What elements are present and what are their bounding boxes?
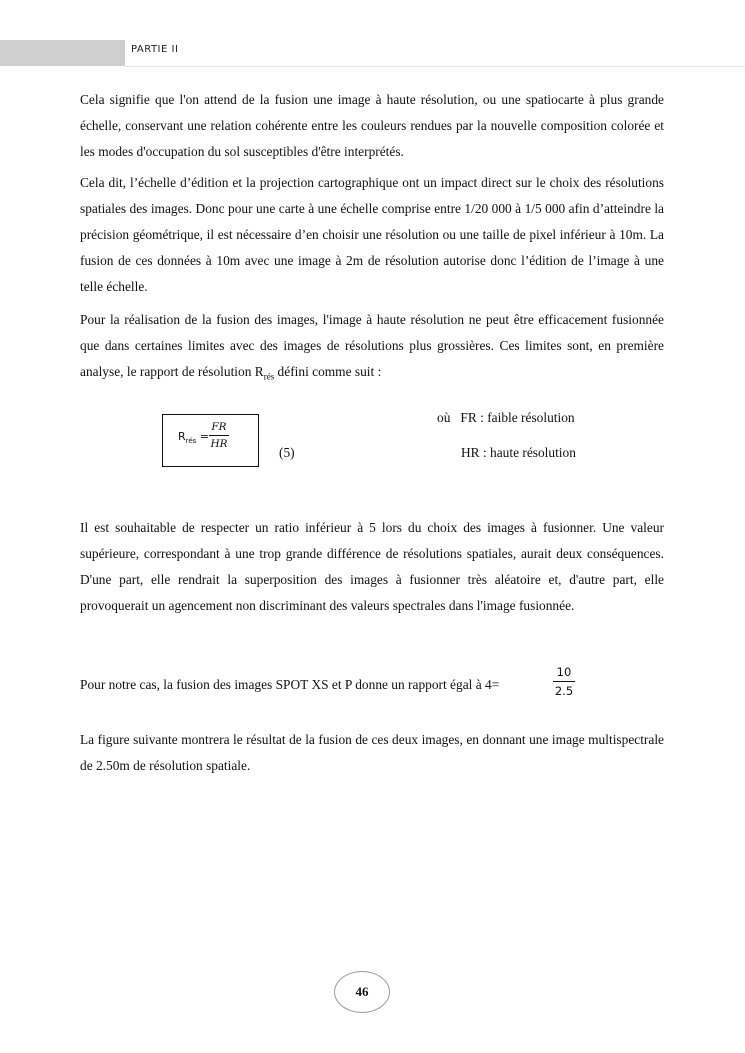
paragraph-3 <box>80 307 664 390</box>
page-number: 46 <box>334 971 390 1013</box>
formula-subscript: rés <box>185 437 197 446</box>
paragraph-5: La figure suivante montrera le résultat de la fusion de ces deux images, en donnant une image multispectrale de 2.50m de résolution spatiale. <box>80 732 664 773</box>
formula-denominator: HR <box>210 438 228 450</box>
header-divider <box>125 66 745 67</box>
header-bar <box>0 40 125 66</box>
formula-numerator: FR <box>211 421 227 433</box>
formula-r: R <box>178 430 186 443</box>
legend-fr: où FR : faible résolution <box>437 410 575 425</box>
formula-equals: = <box>196 430 210 443</box>
ratio-fraction-bar <box>553 681 575 682</box>
resolution-subscript: rés <box>263 371 275 382</box>
formula-lhs <box>178 430 209 445</box>
paragraph-4: Il est souhaitable de respecter un ratio inférieur à 5 lors du choix des images à fusionner. Une valeur supérieure, correspondant à une trop grande différence de résolutions spatiales, aurait deux conséquences. D'une part, elle rendrait la superposition des images à fusionner très aléatoire et, d'autre part, elle provoquerait un agencement non discriminant des valeurs spectrales dans l'image fusionnée. <box>80 520 664 613</box>
ratio-fraction <box>553 664 575 699</box>
section-title: PARTIE II <box>131 44 179 55</box>
ratio-denominator: 2.5 <box>554 684 574 698</box>
ratio-sentence: Pour notre cas, la fusion des images SPOT XS et P donne un rapport égal à 4= <box>80 677 500 692</box>
formula-box <box>162 414 259 467</box>
legend-hr: HR : haute résolution <box>461 445 576 460</box>
paragraph-1: Cela signifie que l'on attend de la fusion une image à haute résolution, ou une spatiocarte à plus grande échelle, conservant une relation cohérente entre les couleurs rendues par la nouvelle composition colorée et les modes d'occupation du sol susceptibles d'être interprétés. <box>80 92 664 159</box>
formula-fraction <box>209 420 229 451</box>
fraction-bar <box>209 435 229 436</box>
paragraph-3-tail: défini comme suit : <box>274 364 382 379</box>
ratio-numerator: 10 <box>556 665 572 679</box>
equation-number: (5) <box>279 445 295 460</box>
paragraph-2: Cela dit, l’échelle d’édition et la projection cartographique ont un impact direct sur le choix des résolutions spatiales des images. Donc pour une carte à une échelle comprise entre 1/20 000 à 1/5 000 afin d’atteindre la précision géométrique, il est nécessaire d’en choisir une résolution ou une taille de pixel inférieur à 10m. La fusion de ces données à 10m avec une image à 2m de résolution autorise donc l’édition de l’image à une telle échelle. <box>80 175 664 294</box>
paragraph-3-text: Pour la réalisation de la fusion des images, l'image à haute résolution ne peut être efficacement fusionnée que dans certaines limites avec des images de résolutions plus grossières. Ces limites sont, en première analyse, le rapport de résolution R <box>80 312 664 379</box>
